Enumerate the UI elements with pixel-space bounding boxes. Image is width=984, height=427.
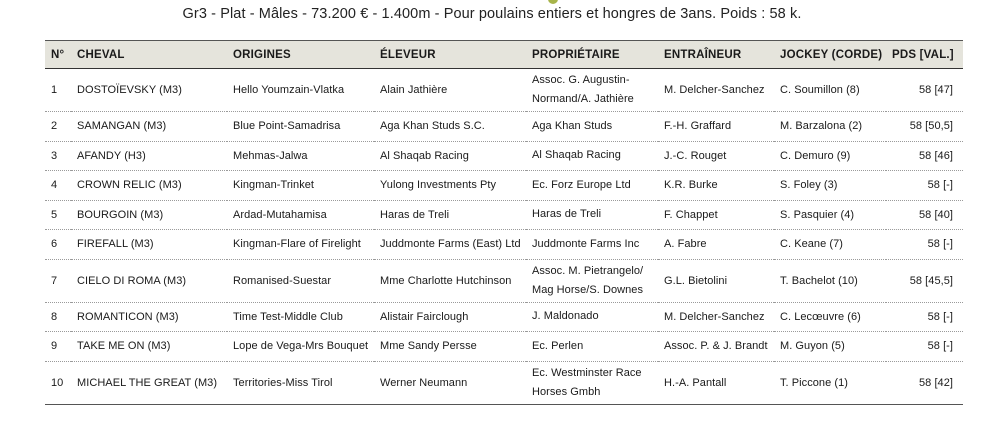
header-origines: ORIGINES	[233, 48, 291, 61]
cell-origines: Romanised-Suestar	[233, 274, 332, 287]
table-body	[45, 69, 963, 405]
cell-proprietaire: Ec. Forz Europe Ltd	[532, 178, 631, 191]
cell-pds: 58 [-]	[927, 179, 953, 192]
cell-eleveur: Al Shaqab Racing	[380, 149, 469, 162]
cell-pds: 58 [40]	[919, 208, 953, 221]
cell-pds: 58 [46]	[919, 149, 953, 162]
cell-entraineur: F.-H. Graffard	[664, 120, 732, 133]
cell-entraineur: M. Delcher-Sanchez	[664, 310, 765, 323]
cell-entraineur: A. Fabre	[664, 238, 707, 251]
cell-cheval: BOURGOIN (M3)	[77, 208, 164, 221]
header-pds: PDS [VAL.]	[892, 48, 954, 61]
cell-jockey: C. Demuro (9)	[780, 149, 851, 162]
cell-num: 9	[51, 340, 58, 353]
header-entraineur: ENTRAÎNEUR	[664, 48, 742, 61]
cell-entraineur: K.R. Burke	[664, 179, 718, 192]
cell-cheval: AFANDY (H3)	[77, 149, 146, 162]
cell-pds: 58 [47]	[919, 84, 953, 96]
cell-jockey: S. Pasquier (4)	[780, 208, 855, 221]
title-accent-mark	[548, 0, 558, 4]
cell-origines: Blue Point-Samadrisa	[233, 120, 341, 133]
cell-pds: 58 [45,5]	[909, 274, 953, 287]
cell-jockey: S. Foley (3)	[780, 179, 838, 192]
header-num: N°	[51, 48, 65, 61]
cell-entraineur: H.-A. Pantall	[664, 376, 727, 389]
cell-cheval: MICHAEL THE GREAT (M3)	[77, 376, 218, 389]
cell-eleveur: Aga Khan Studs S.C.	[380, 120, 485, 133]
cell-pds: 58 [-]	[927, 238, 953, 251]
cell-eleveur: Alistair Fairclough	[380, 310, 469, 323]
cell-cheval: CIELO DI ROMA (M3)	[77, 274, 187, 287]
cell-proprietaire: Haras de Treli	[532, 208, 602, 221]
cell-num: 6	[51, 238, 58, 251]
cell-num: 1	[51, 84, 58, 96]
table-row	[45, 141, 963, 171]
cell-eleveur: Juddmonte Farms (East) Ltd	[380, 238, 521, 251]
runners-table	[45, 40, 963, 405]
table-row	[45, 112, 963, 142]
cell-jockey: M. Barzalona (2)	[780, 120, 863, 133]
cell-num: 8	[51, 310, 58, 323]
table-header	[45, 41, 963, 69]
header-jockey: JOCKEY (CORDE)	[780, 48, 883, 61]
table-row	[45, 361, 963, 404]
cell-entraineur: M. Delcher-Sanchez	[664, 84, 765, 96]
cell-origines: Hello Youmzain-Vlatka	[233, 84, 345, 96]
header-cheval: CHEVAL	[77, 48, 125, 61]
cell-cheval: CROWN RELIC (M3)	[77, 179, 182, 192]
cell-num: 10	[51, 376, 64, 389]
cell-proprietaire: Assoc. G. Augustin-Normand/A. Jathière	[532, 74, 634, 105]
cell-proprietaire: Ec. Westminster Race Horses Gmbh	[532, 366, 642, 398]
cell-eleveur: Mme Sandy Persse	[380, 340, 477, 353]
table-row	[45, 171, 963, 201]
table-row	[45, 332, 963, 362]
cell-eleveur: Mme Charlotte Hutchinson	[380, 274, 512, 287]
table-row	[45, 302, 963, 332]
cell-entraineur: J.-C. Rouget	[664, 149, 727, 162]
cell-cheval: TAKE ME ON (M3)	[77, 340, 171, 353]
cell-jockey: T. Bachelot (10)	[780, 274, 858, 287]
cell-origines: Time Test-Middle Club	[233, 310, 343, 323]
cell-proprietaire: Al Shaqab Racing	[532, 149, 621, 162]
cell-proprietaire: Ec. Perlen	[532, 339, 584, 352]
cell-cheval: SAMANGAN (M3)	[77, 120, 167, 133]
cell-entraineur: Assoc. P. & J. Brandt	[664, 340, 768, 353]
header-row	[45, 41, 963, 69]
cell-cheval: DOSTOÏEVSKY (M3)	[77, 84, 182, 96]
cell-cheval: ROMANTICON (M3)	[77, 310, 179, 323]
cell-proprietaire: Juddmonte Farms Inc	[532, 237, 640, 250]
cell-eleveur: Werner Neumann	[380, 376, 468, 389]
cell-proprietaire: Assoc. M. Pietrangelo/ Mag Horse/S. Downes	[532, 264, 644, 296]
cell-jockey: C. Keane (7)	[780, 238, 843, 251]
cell-jockey: T. Piccone (1)	[780, 376, 848, 389]
cell-num: 2	[51, 120, 58, 133]
cell-eleveur: Alain Jathière	[380, 84, 448, 96]
cell-cheval: FIREFALL (M3)	[77, 238, 154, 251]
table-row	[45, 230, 963, 260]
cell-origines: Territories-Miss Tirol	[233, 376, 333, 389]
cell-origines: Kingman-Flare of Firelight	[233, 238, 361, 251]
race-conditions-subtitle: Gr3 - Plat - Mâles - 73.200 € - 1.400m - Pour poulains entiers et hongres de 3ans. Poids : 58 k.	[182, 6, 802, 22]
cell-origines: Kingman-Trinket	[233, 179, 315, 192]
cell-num: 7	[51, 274, 58, 287]
cell-pds: 58 [-]	[927, 340, 953, 353]
cell-proprietaire: J. Maldonado	[532, 310, 599, 323]
cell-origines: Ardad-Mutahamisa	[233, 208, 327, 221]
cell-num: 3	[51, 149, 58, 162]
cell-jockey: C. Lecœuvre (6)	[780, 310, 861, 323]
cell-pds: 58 [50,5]	[909, 120, 953, 133]
table-row	[45, 259, 963, 302]
cell-eleveur: Haras de Treli	[380, 208, 450, 221]
table-row	[45, 69, 963, 112]
cell-origines: Lope de Vega-Mrs Bouquet	[233, 340, 369, 353]
cell-num: 5	[51, 208, 58, 221]
cell-pds: 58 [-]	[927, 310, 953, 323]
table-row	[45, 200, 963, 230]
header-eleveur: ÉLEVEUR	[380, 48, 436, 61]
cell-proprietaire: Aga Khan Studs	[532, 119, 613, 132]
cell-eleveur: Yulong Investments Pty	[380, 179, 497, 192]
header-proprietaire: PROPRIÉTAIRE	[532, 48, 620, 61]
cell-entraineur: F. Chappet	[664, 208, 718, 221]
cell-jockey: C. Soumillon (8)	[780, 84, 860, 96]
cell-origines: Mehmas-Jalwa	[233, 149, 308, 162]
cell-pds: 58 [42]	[919, 376, 953, 389]
cell-entraineur: G.L. Bietolini	[664, 274, 728, 287]
cell-jockey: M. Guyon (5)	[780, 340, 845, 353]
cell-num: 4	[51, 179, 58, 192]
